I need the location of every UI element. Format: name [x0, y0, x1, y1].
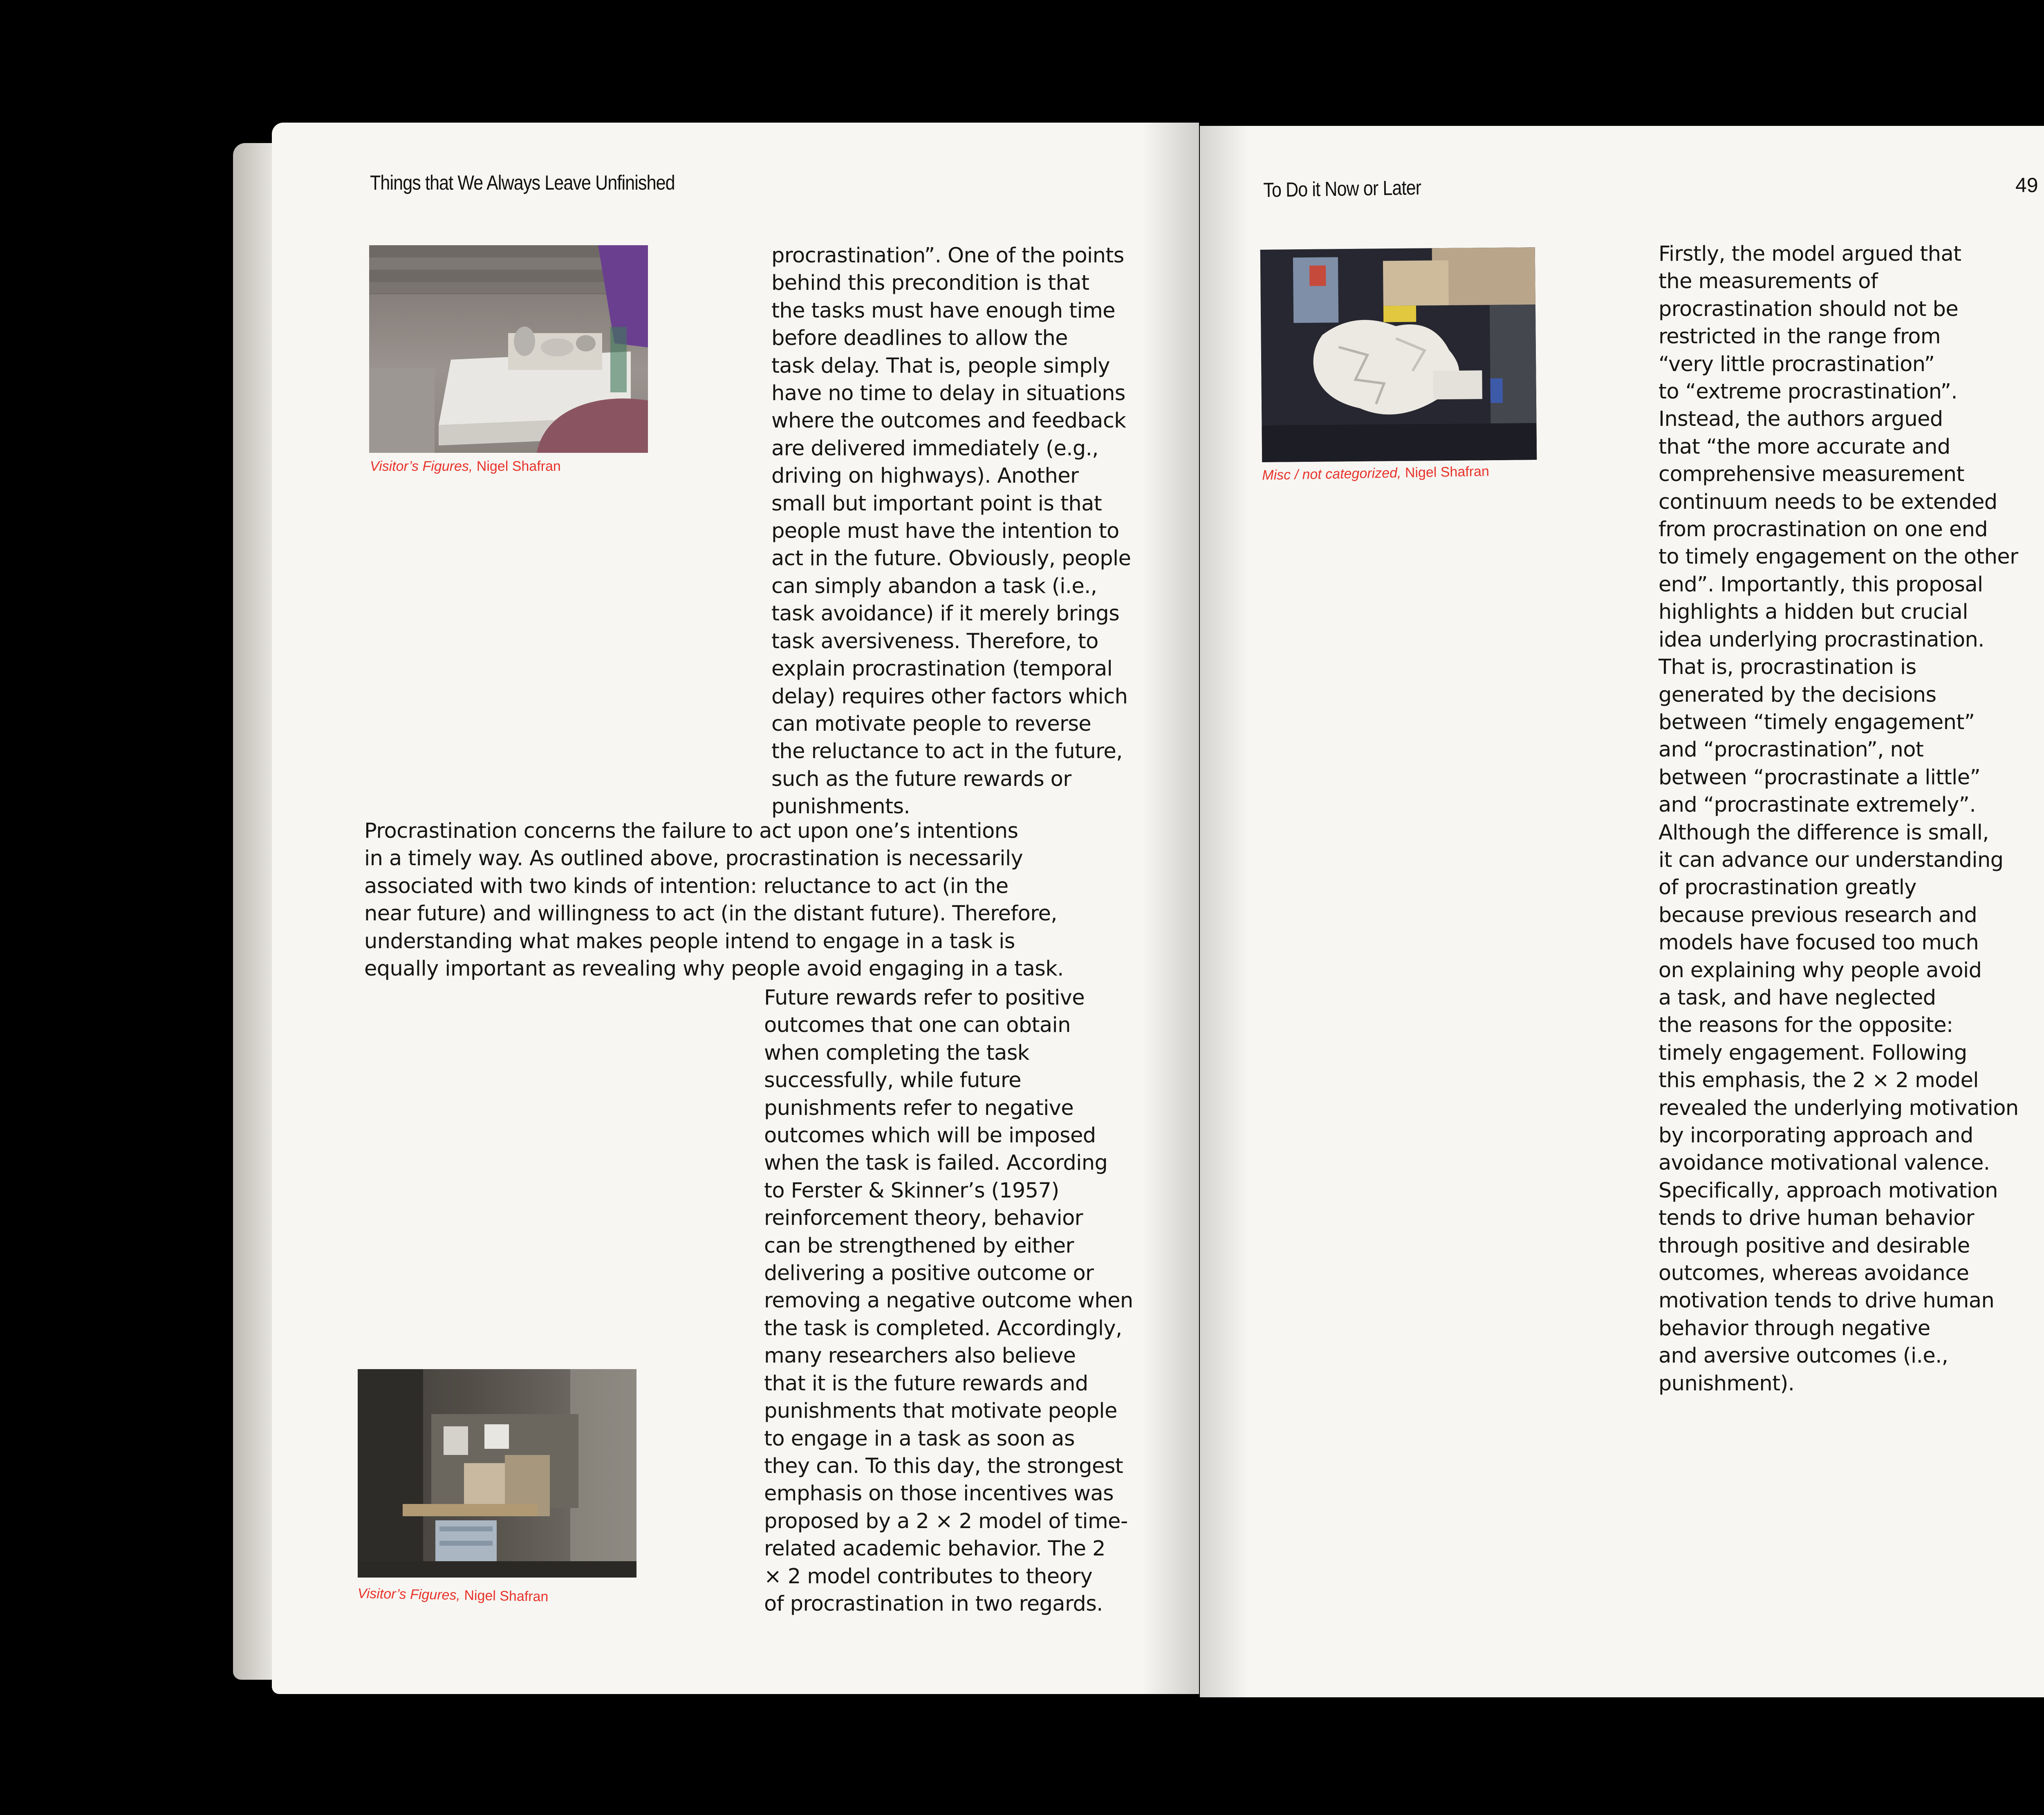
page-number: 49 [2015, 174, 2038, 197]
text-line: idea underlying procrastination. [1659, 627, 1984, 652]
text-line: to Ferster & Skinner’s (1957) [764, 1178, 1059, 1203]
text-line: because previous research and [1659, 903, 1977, 927]
text-line: outcomes, whereas avoidance [1659, 1261, 1969, 1286]
text-line: × 2 model contributes to theory [764, 1564, 1093, 1589]
text-line: and aversive outcomes (i.e., [1659, 1344, 1948, 1368]
text-line: act in the future. Obviously, people [771, 546, 1131, 571]
text-line: near future) and willingness to act (in the distant future). Therefore, [364, 902, 1057, 926]
caption-title: Visitor’s Figures, [357, 1586, 461, 1603]
text-line: can be strengthened by either [764, 1233, 1074, 1258]
left-column-lower-text [764, 984, 1133, 1618]
caption-title: Visitor’s Figures, [370, 459, 473, 474]
text-line: delivering a positive outcome or [764, 1261, 1094, 1286]
text-line: task delay. That is, people simply [771, 354, 1110, 378]
text-line: this emphasis, the 2 × 2 model [1659, 1068, 1979, 1093]
text-line: when the task is failed. According [764, 1151, 1108, 1175]
text-line: when completing the task [764, 1041, 1029, 1065]
text-line: where the outcomes and feedback [771, 409, 1126, 433]
text-line: it can advance our understanding [1659, 848, 2004, 872]
text-line: removing a negative outcome when [764, 1289, 1133, 1313]
left-page-stack-edge [233, 143, 278, 1680]
text-line: Future rewards refer to positive [764, 986, 1085, 1010]
text-line: Instead, the authors argued [1659, 407, 1943, 432]
text-line: punishments that motivate people [764, 1399, 1117, 1423]
text-line: revealed the underlying motivation [1659, 1096, 2019, 1120]
text-line: understanding what makes people intend to engage in a task is [364, 929, 1015, 953]
text-line: timely engagement. Following [1659, 1041, 1967, 1065]
gallery-desk-boxes-photo [358, 1369, 637, 1578]
text-line: equally important as revealing why people avoid engaging in a task. [364, 957, 1064, 981]
left-column-top-text [771, 242, 1131, 821]
caption-author: Nigel Shafran [1401, 463, 1490, 481]
gutter-shadow [1200, 126, 1249, 1697]
text-line: Procrastination concerns the failure to act upon one’s intentions [364, 819, 1018, 843]
text-line: can simply abandon a task (i.e., [771, 574, 1097, 598]
text-line: motivation tends to drive human [1659, 1289, 1995, 1313]
text-line: such as the future rewards or [771, 767, 1071, 791]
caption-title: Misc / not categorized, [1262, 465, 1401, 483]
text-line: the reluctance to act in the future, [771, 739, 1123, 764]
text-line: to timely engagement on the other [1659, 545, 2018, 569]
text-line: the reasons for the opposite: [1659, 1013, 1953, 1038]
text-line: of procrastination greatly [1659, 875, 1916, 900]
text-line: they can. To this day, the strongest [764, 1454, 1123, 1478]
text-line: punishments. [771, 794, 910, 819]
text-line: that “the more accurate and [1659, 434, 1950, 459]
text-line: end”. Importantly, this proposal [1659, 572, 1983, 597]
caption-author: Nigel Shafran [473, 459, 561, 474]
text-line: to engage in a task as soon as [764, 1426, 1075, 1451]
text-line: procrastination”. One of the points [771, 244, 1124, 268]
text-line: many researchers also believe [764, 1344, 1076, 1368]
text-line: outcomes which will be imposed [764, 1123, 1096, 1148]
text-line: delay) requires other factors which [771, 684, 1128, 709]
text-line: by incorporating approach and [1659, 1123, 1973, 1148]
text-line: that it is the future rewards and [764, 1371, 1088, 1396]
text-line: the measurements of [1659, 269, 1878, 294]
text-line: Specifically, approach motivation [1659, 1178, 1998, 1203]
text-line: generated by the decisions [1659, 683, 1936, 707]
cafe-table-tea-tray-photo [369, 245, 648, 453]
text-line: punishments refer to negative [764, 1096, 1074, 1120]
text-line: and “procrastinate extremely”. [1659, 793, 1976, 817]
text-line: task avoidance) if it merely brings [771, 602, 1120, 626]
right-page [1200, 126, 2044, 1697]
text-line: highlights a hidden but crucial [1659, 600, 1968, 624]
text-line: behind this precondition is that [771, 271, 1089, 295]
text-line: That is, procrastination is [1659, 655, 1916, 680]
text-line: associated with two kinds of intention: reluctance to act (in the [364, 874, 1009, 898]
text-line: driving on highways). Another [771, 464, 1079, 488]
text-line: small but important point is that [771, 491, 1102, 516]
text-line: between “timely engagement” [1659, 710, 1975, 734]
text-line: of procrastination in two regards. [764, 1591, 1103, 1616]
crumpled-papers-floor-photo [1260, 247, 1537, 462]
text-line: in a timely way. As outlined above, procrastination is necessarily [364, 846, 1023, 871]
text-line: to “extreme procrastination”. [1659, 380, 1958, 404]
text-line: before deadlines to allow the [771, 326, 1068, 351]
caption-author: Nigel Shafran [460, 1587, 549, 1605]
caption-top-left [370, 459, 561, 474]
text-line: task aversiveness. Therefore, to [771, 629, 1098, 653]
text-line: procrastination should not be [1659, 297, 1959, 321]
text-line: reinforcement theory, behavior [764, 1206, 1083, 1231]
gutter-shadow [1142, 123, 1199, 1694]
caption-right [1262, 463, 1489, 483]
text-line: the task is completed. Accordingly, [764, 1316, 1122, 1341]
text-line: avoidance motivational valence. [1659, 1151, 1990, 1175]
text-line: between “procrastinate a little” [1659, 765, 1981, 790]
text-line: explain procrastination (temporal [771, 657, 1113, 681]
right-column-text [1659, 240, 2019, 1397]
text-line: people must have the intention to [771, 519, 1119, 544]
text-line: comprehensive measurement [1659, 462, 1964, 487]
text-line: related academic behavior. The 2 [764, 1537, 1105, 1561]
text-line: continuum needs to be extended [1659, 490, 1997, 514]
text-line: the tasks must have enough time [771, 298, 1115, 323]
text-line: outcomes that one can obtain [764, 1013, 1071, 1038]
text-line: through positive and desirable [1659, 1233, 1970, 1258]
left-page [272, 123, 1199, 1694]
text-line: Firstly, the model argued that [1659, 242, 1961, 266]
text-line: emphasis on those incentives was [764, 1482, 1114, 1506]
text-line: proposed by a 2 × 2 model of time- [764, 1509, 1128, 1533]
caption-bottom-left [357, 1586, 548, 1605]
left-wide-paragraph [364, 817, 1064, 982]
text-line: “very little procrastination” [1659, 352, 1935, 376]
text-line: on explaining why people avoid [1659, 958, 1982, 982]
running-head-left: Things that We Always Leave Unfinished [370, 171, 675, 194]
text-line: can motivate people to reverse [771, 712, 1091, 736]
text-line: Although the difference is small, [1659, 820, 1989, 845]
text-line: models have focused too much [1659, 931, 1979, 955]
text-line: punishment). [1659, 1371, 1795, 1396]
text-line: from procrastination on one end [1659, 517, 1988, 542]
text-line: restricted in the range from [1659, 325, 1941, 349]
text-line: have no time to delay in situations [771, 381, 1125, 406]
text-line: are delivered immediately (e.g., [771, 436, 1098, 461]
text-line: successfully, while future [764, 1068, 1021, 1093]
text-line: behavior through negative [1659, 1316, 1930, 1341]
text-line: and “procrastination”, not [1659, 738, 1924, 762]
running-head-right: To Do it Now or Later [1263, 176, 1421, 201]
text-line: a task, and have neglected [1659, 985, 1936, 1010]
text-line: tends to drive human behavior [1659, 1206, 1975, 1231]
